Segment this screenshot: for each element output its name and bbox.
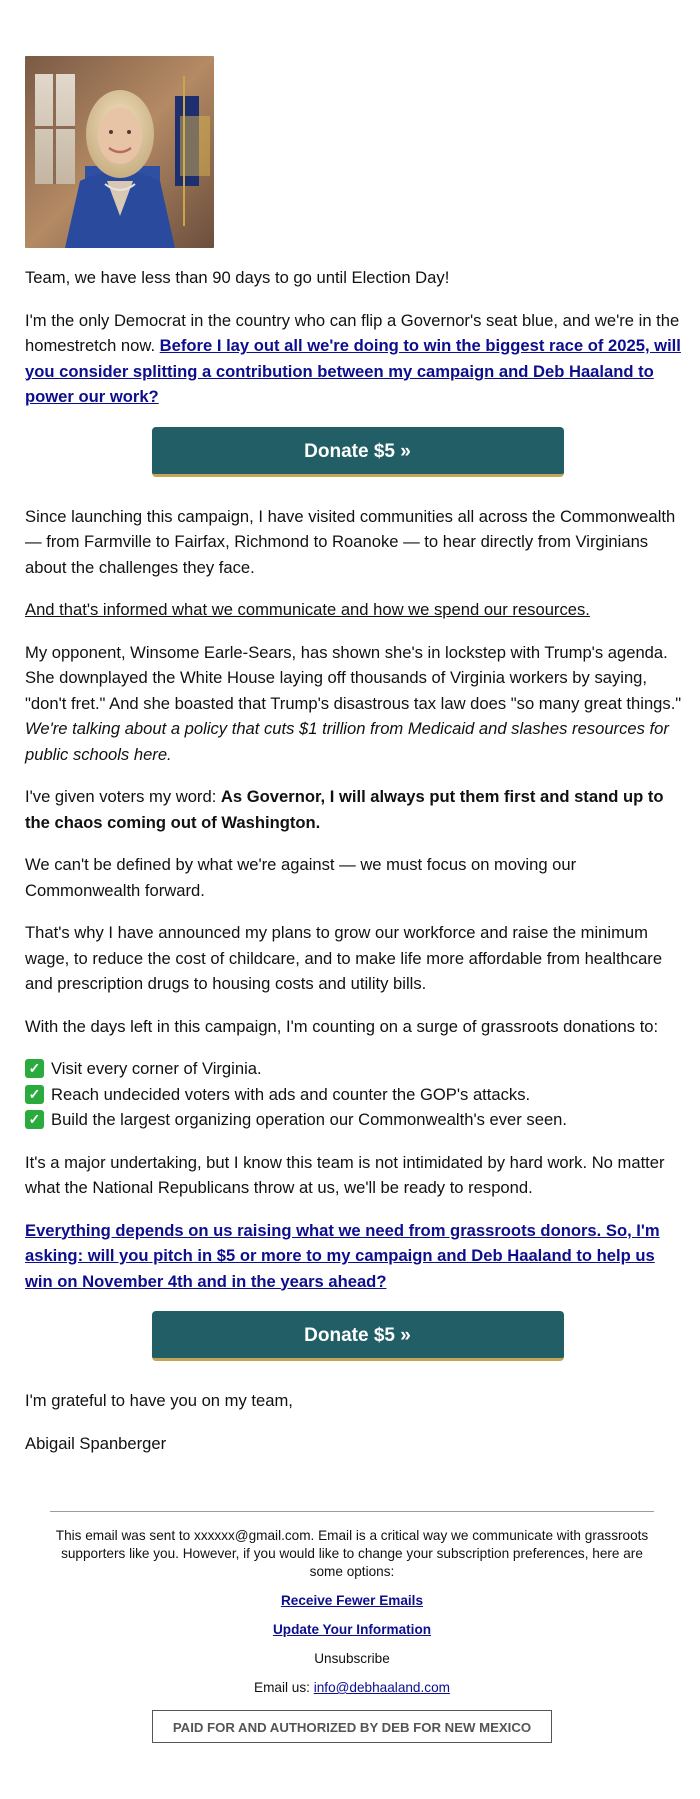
- intro-paragraph: [25, 308, 685, 410]
- list-item: [25, 1107, 685, 1133]
- donate-button[interactable]: Donate $5 »: [152, 427, 564, 477]
- fewer-emails-row: [50, 1592, 654, 1610]
- resources-text: And that's informed what we communicate and how we spend our resources.: [25, 600, 590, 619]
- donate-button-row-1: [25, 427, 685, 477]
- plans-paragraph: That's why I have announced my plans to grow our workforce and raise the minimum wage, to reduce the cost of childcare, and to make life more affordable from healthcare and prescription drugs to housing costs and utility bills.: [25, 923, 663, 993]
- opponent-paragraph: [25, 640, 685, 768]
- email-body: [25, 56, 685, 1473]
- subscription-notice: This email was sent to xxxxxx@gmail.com. Email is a critical way we communicate with grassroots supporters like you. However, if you would like to change your subscription preferences, here are some options:: [55, 1528, 649, 1579]
- check-mark-icon: ✓: [25, 1110, 44, 1129]
- greeting: Team, we have less than 90 days to go until Election Day!: [25, 268, 450, 287]
- list-item: [25, 1056, 685, 1082]
- list-item-text: Visit every corner of Virginia.: [51, 1059, 262, 1078]
- opponent-italic-text: We're talking about a policy that cuts $1 trillion from Medicaid and slashes resources for public schools here.: [25, 719, 669, 764]
- signature: Abigail Spanberger: [25, 1433, 167, 1453]
- promise-paragraph: [25, 784, 685, 835]
- receive-fewer-emails-link[interactable]: Receive Fewer Emails: [280, 1593, 424, 1608]
- promise-text: I've given voters my word:: [25, 787, 221, 806]
- undertaking-paragraph: It's a major undertaking, but I know this team is not intimidated by hard work. No matter what the National Republicans throw at us, we'll be ready to respond.: [25, 1152, 665, 1197]
- paid-for-disclaimer: PAID FOR AND AUTHORIZED BY DEB FOR NEW MEXICO: [152, 1710, 552, 1743]
- email-us-label: Email us:: [254, 1680, 314, 1695]
- donate-ask-link[interactable]: Before I lay out all we're doing to win the biggest race of 2025, will you consider splitting a contribution between my campaign and Deb Haaland to power our work?: [25, 336, 681, 406]
- check-mark-icon: ✓: [25, 1085, 44, 1104]
- list-item-text: Build the largest organizing operation our Commonwealth's ever seen.: [51, 1110, 568, 1129]
- donations-paragraph: With the days left in this campaign, I'm counting on a surge of grassroots donations to:: [25, 1016, 659, 1036]
- list-item-text: Reach undecided voters with ads and counter the GOP's attacks.: [51, 1084, 531, 1104]
- contact-email-link[interactable]: info@debhaaland.com: [313, 1680, 450, 1695]
- final-ask-paragraph: [25, 1218, 685, 1295]
- focus-paragraph: We can't be defined by what we're against — we must focus on moving our Commonwealth forward.: [25, 855, 577, 900]
- campaign-paragraph: Since launching this campaign, I have visited communities all across the Commonwealth — from Farmville to Fairfax, Richmond to Roanoke — to hear directly from Virginians about the challenges they face.: [25, 506, 676, 577]
- update-information-link[interactable]: Update Your Information: [272, 1622, 432, 1637]
- email-us-row: [50, 1679, 654, 1697]
- unsubscribe-link[interactable]: Unsubscribe: [314, 1651, 390, 1666]
- opponent-text: My opponent, Winsome Earle-Sears, has shown she's in lockstep with Trump's agenda. She downplayed the White House laying off thousands of Virginia workers by saying, "don't fret." And she boasted that Trump's disastrous tax law does "so many great things.": [25, 642, 682, 713]
- checklist: [25, 1056, 685, 1133]
- donate-button-row-2: [25, 1311, 685, 1361]
- update-info-row: [50, 1621, 654, 1639]
- final-ask-link[interactable]: Everything depends on us raising what we need from grassroots donors. So, I'm asking: will you pitch in $5 or more to my campaign and Deb Haaland to help us win on November 4th and in the years ahead?: [25, 1220, 660, 1291]
- unsubscribe-row: [50, 1650, 654, 1668]
- intro-text: I'm the only Democrat in the country who can flip a Governor's seat blue, and we're in the homestretch now.: [25, 310, 680, 355]
- email-footer: [50, 1511, 654, 1743]
- closing: I'm grateful to have you on my team,: [25, 1391, 293, 1410]
- check-mark-icon: ✓: [25, 1059, 44, 1078]
- donate-button[interactable]: Donate $5 »: [152, 1311, 564, 1361]
- candidate-photo: [25, 56, 214, 248]
- promise-bold-text: As Governor, I will always put them first and stand up to the chaos coming out of Washington.: [25, 787, 664, 832]
- resources-paragraph: [25, 597, 685, 623]
- list-item: [25, 1082, 685, 1108]
